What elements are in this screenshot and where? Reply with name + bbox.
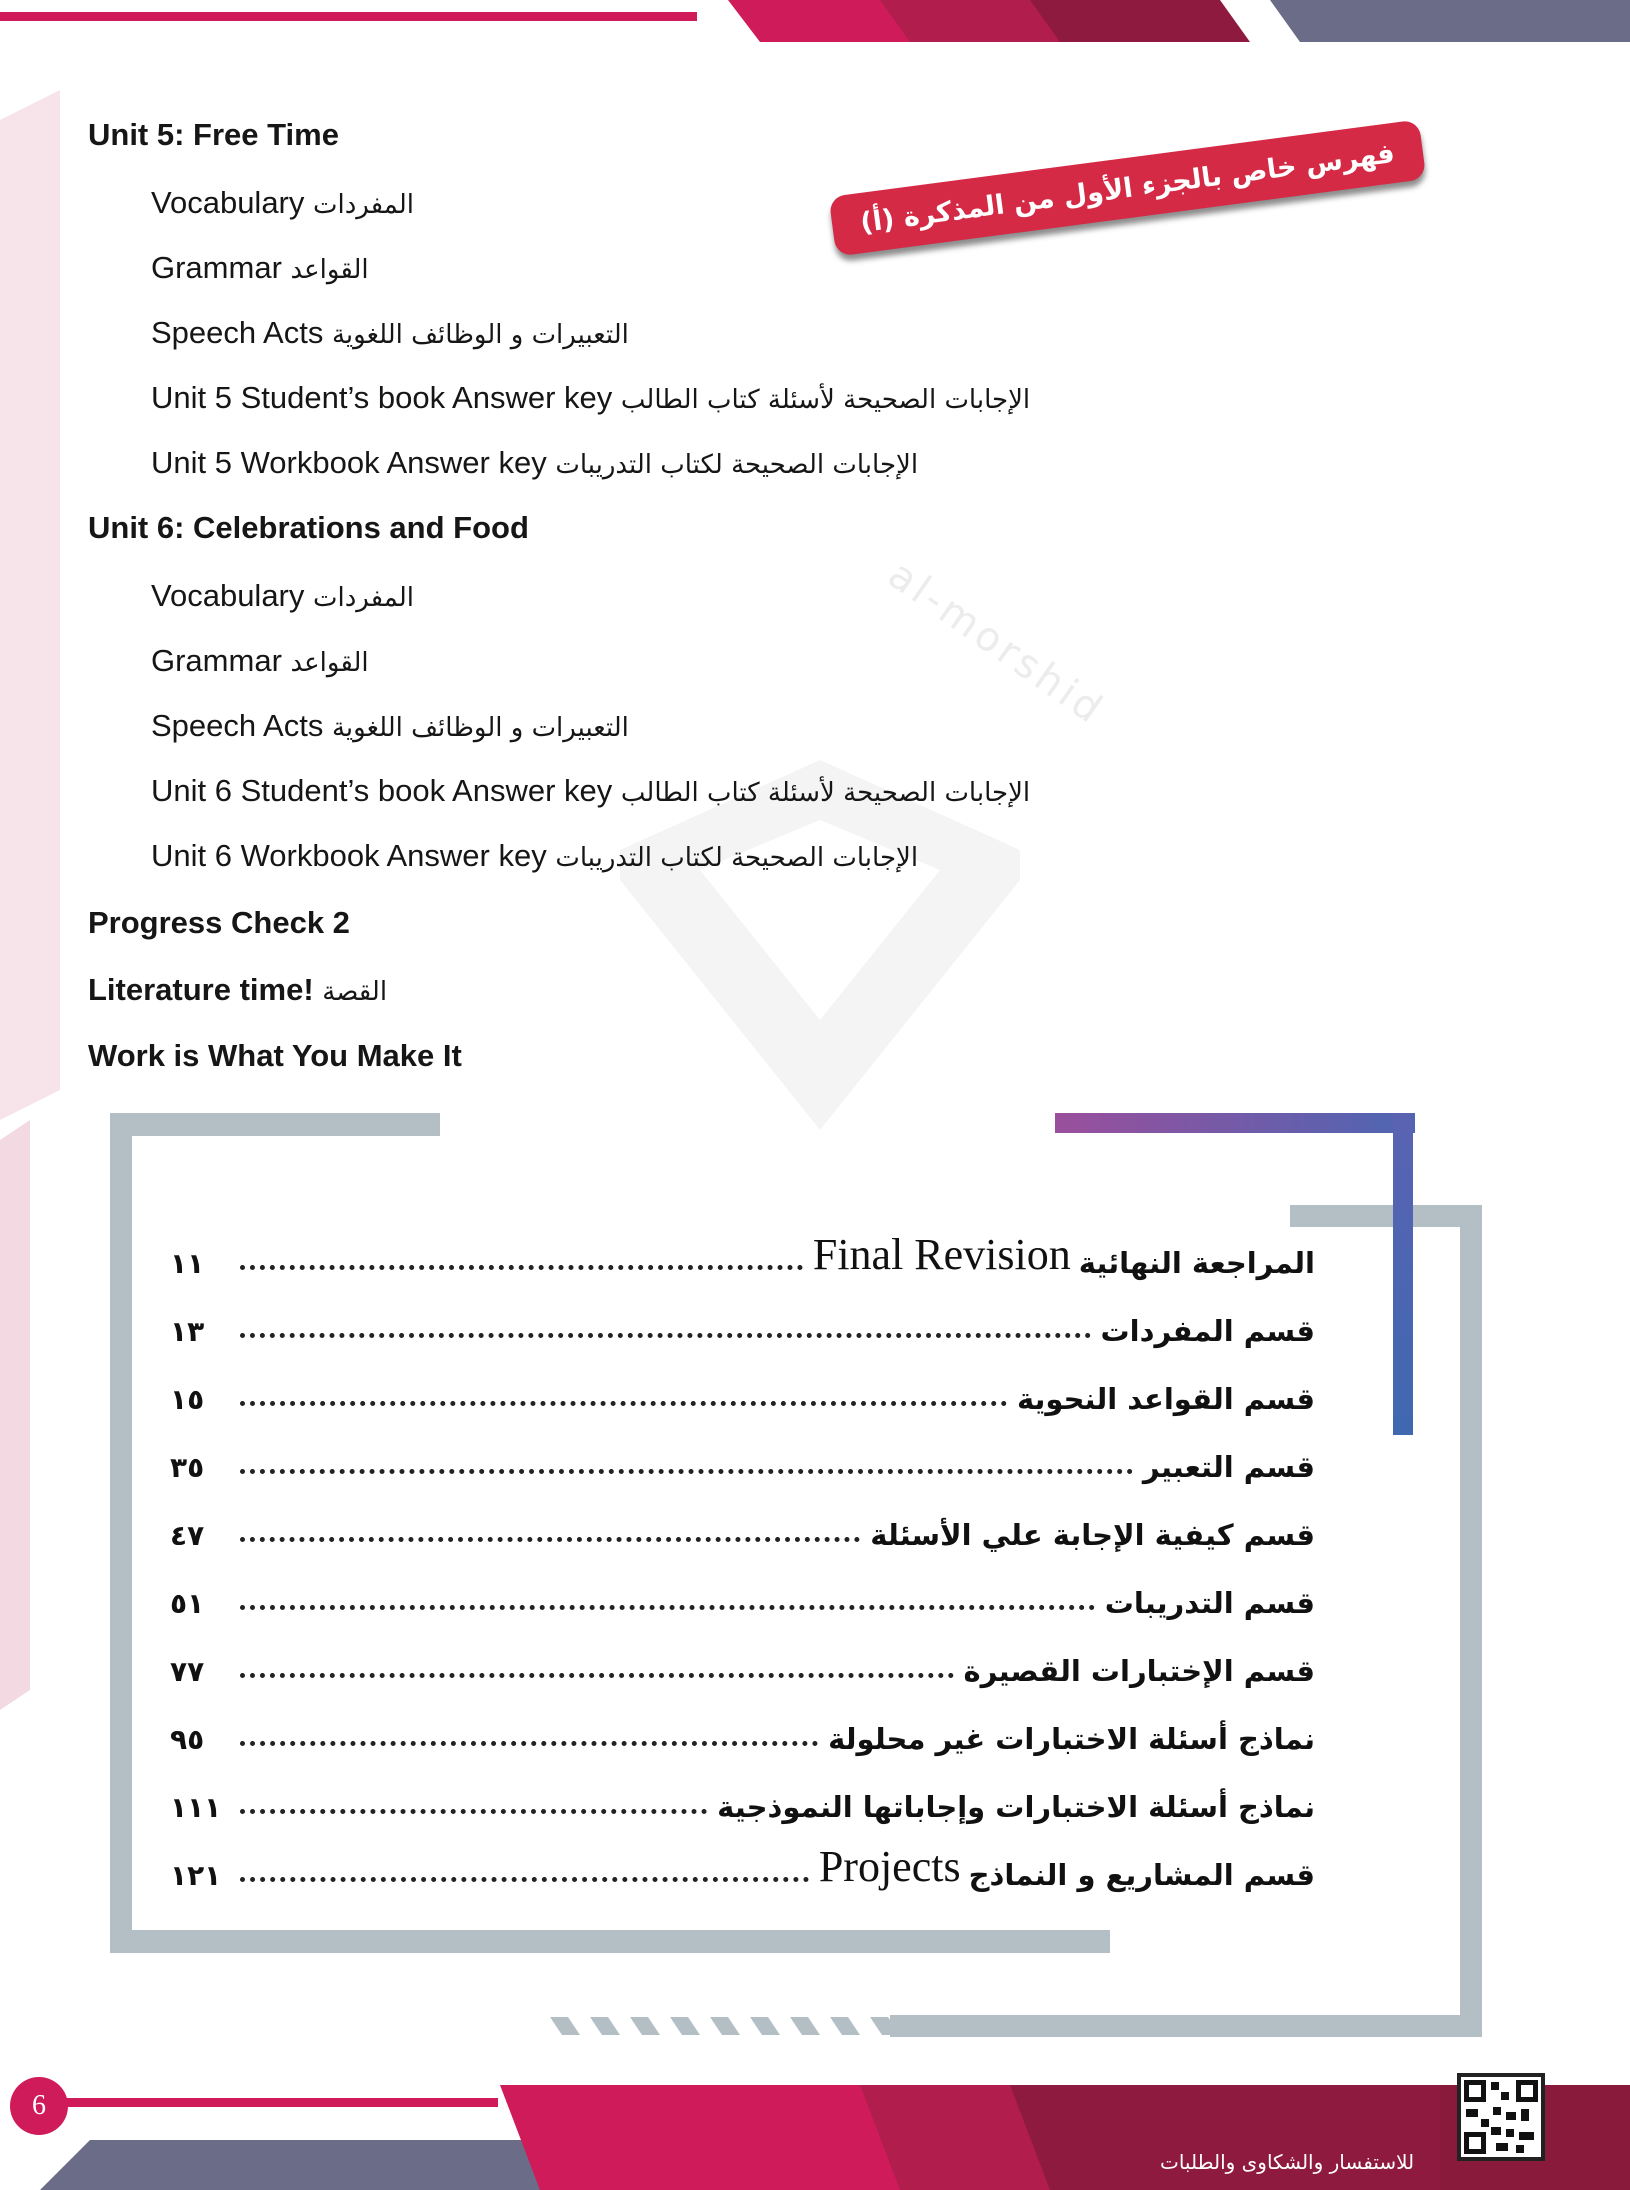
index-tag xyxy=(829,119,1427,256)
list-item: Grammar القواعد xyxy=(151,643,369,678)
dotted-leader xyxy=(240,1469,1133,1474)
list-item: Grammar القواعد xyxy=(151,250,369,285)
revision-row: ١٢١ قسم المشاريع و النماذج Projects xyxy=(170,1842,1315,1892)
revision-row: ٩٥ نماذج أسئلة الاختبارات غير محلولة xyxy=(170,1722,1315,1756)
frame-top-left xyxy=(110,1113,440,1136)
dotted-leader xyxy=(240,1401,1007,1406)
header-decoration xyxy=(700,0,1630,45)
dotted-leader xyxy=(240,1877,809,1882)
contact-text: للاستفسار والشكاوى والطلبات xyxy=(1160,2150,1415,2174)
literature-title: Literature time! القصة xyxy=(88,972,388,1007)
index-tag-text: فهرس خاص بالجزء الأول من المذكرة (أ) xyxy=(858,137,1397,239)
revision-row: ٣٥ قسم التعبير xyxy=(170,1450,1315,1484)
dotted-leader xyxy=(240,1741,818,1746)
list-item: Speech Acts التعبيرات و الوظائف اللغوية xyxy=(151,315,629,350)
unit-5-title: Unit 5: Free Time xyxy=(88,117,339,152)
frame-left xyxy=(110,1113,132,1953)
revision-row: ١١١ نماذج أسئلة الاختبارات وإجاباتها النموذجية xyxy=(170,1790,1315,1824)
revision-row: ١٥ قسم القواعد النحوية xyxy=(170,1382,1315,1416)
gradient-accent-side xyxy=(1393,1113,1413,1435)
story-title: Work is What You Make It xyxy=(88,1038,462,1073)
qr-code-icon[interactable] xyxy=(1457,2073,1545,2161)
dotted-leader xyxy=(240,1333,1091,1338)
list-item: Speech Acts التعبيرات و الوظائف اللغوية xyxy=(151,708,629,743)
page-number: 6 xyxy=(10,2077,68,2135)
list-item: Vocabulary المفردات xyxy=(151,578,414,613)
progress-check-title: Progress Check 2 xyxy=(88,905,350,940)
stripe-pattern xyxy=(550,2017,1030,2037)
frame-top-right xyxy=(1290,1205,1482,1227)
frame-bottom xyxy=(110,1930,1110,1953)
revision-row: ٤٧ قسم كيفية الإجابة علي الأسئلة xyxy=(170,1518,1315,1552)
dotted-leader xyxy=(240,1809,707,1814)
frame-right xyxy=(1460,1205,1482,2035)
unit-6-title: Unit 6: Celebrations and Food xyxy=(88,510,529,545)
dotted-leader xyxy=(240,1673,954,1678)
list-item: Vocabulary المفردات xyxy=(151,185,414,220)
revision-row: ١١ المراجعة النهائية Final Revision xyxy=(170,1230,1315,1280)
footer-accent-line xyxy=(58,2098,498,2107)
side-decoration xyxy=(0,90,60,1990)
list-item: Unit 6 Student’s book Answer key الإجابات الصحيحة لأسئلة كتاب الطالب xyxy=(151,773,1031,808)
header-accent-line xyxy=(0,12,697,21)
watermark: al-morshid xyxy=(879,551,1113,735)
revision-row: ٥١ قسم التدريبات xyxy=(170,1586,1315,1620)
list-item: Unit 5 Student’s book Answer key الإجابات الصحيحة لأسئلة كتاب الطالب xyxy=(151,380,1031,415)
revision-row: ٧٧ قسم الإختبارات القصيرة xyxy=(170,1654,1315,1688)
list-item: Unit 6 Workbook Answer key الإجابات الصحيحة لكتاب التدريبات xyxy=(151,838,919,873)
revision-row: ١٣ قسم المفردات xyxy=(170,1314,1315,1348)
dotted-leader xyxy=(240,1537,860,1542)
dotted-leader xyxy=(240,1265,803,1270)
list-item: Unit 5 Workbook Answer key الإجابات الصحيحة لكتاب التدريبات xyxy=(151,445,919,480)
dotted-leader xyxy=(240,1605,1095,1610)
gradient-accent-top xyxy=(1055,1113,1415,1133)
